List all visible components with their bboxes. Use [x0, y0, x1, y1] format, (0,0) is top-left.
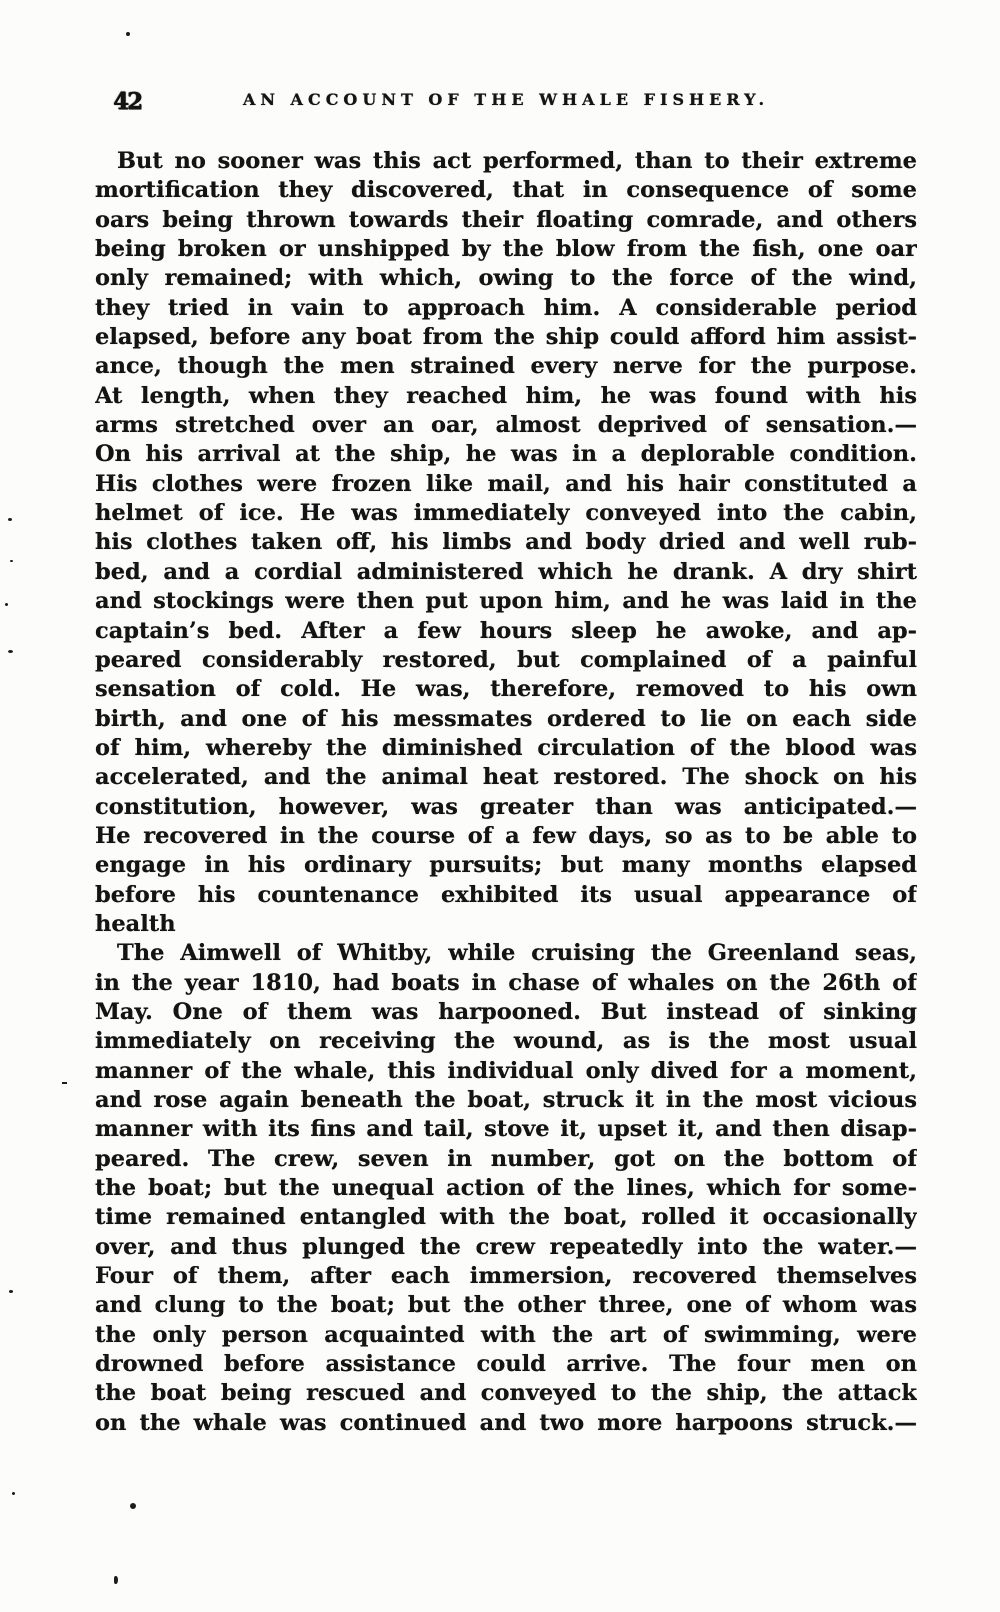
- text-line: immediately on receiving the wound, as is the most usual: [95, 1028, 917, 1055]
- scan-speck: [114, 1576, 118, 1584]
- text-line: peared. The crew, seven in number, got on the bottom of: [95, 1145, 917, 1172]
- scan-speck: [10, 560, 13, 562]
- text-line: His clothes were frozen like mail, and his hair constituted a: [95, 470, 917, 497]
- text-line: they tried in vain to approach him. A considerable period: [95, 294, 917, 321]
- text-line: manner of the whale, this individual only dived for a moment,: [95, 1057, 917, 1084]
- text-line: and stockings were then put upon him, and he was laid in the: [95, 588, 917, 615]
- text-line: oars being thrown towards their floating comrade, and others: [95, 206, 917, 233]
- text-line: the only person acquainted with the art of swimming, were: [95, 1321, 917, 1348]
- text-line: in the year 1810, had boats in chase of whales on the 26th of: [95, 969, 917, 996]
- scan-speck: [126, 32, 130, 36]
- text-line: health: [95, 910, 176, 937]
- text-line: manner with its fins and tail, stove it, upset it, and then disap-: [95, 1116, 917, 1143]
- scan-speck: [8, 650, 13, 653]
- running-header: [95, 88, 917, 118]
- text-line: of him, whereby the diminished circulation of the blood was: [95, 734, 917, 761]
- text-line: engage in his ordinary pursuits; but many months elapsed: [95, 852, 917, 879]
- text-line: May. One of them was harpooned. But instead of sinking: [95, 998, 917, 1025]
- text-line: But no sooner was this act performed, than to their extreme: [117, 148, 917, 174]
- text-line: being broken or unshipped by the blow from the fish, one oar: [95, 236, 917, 263]
- text-line: He recovered in the course of a few days, so as to be able to: [95, 822, 917, 849]
- text-line: helmet of ice. He was immediately conveyed into the cabin,: [95, 500, 917, 527]
- text-line: The Aimwell of Whitby, while cruising the Greenland seas,: [117, 940, 917, 967]
- text-line: constitution, however, was greater than was anticipated.—: [95, 793, 917, 820]
- text-line: captain’s bed. After a few hours sleep he awoke, and ap-: [95, 617, 917, 644]
- text-line: on the whale was continued and two more harpoons struck.—: [95, 1409, 917, 1436]
- text-line: before his countenance exhibited its usual appearance of: [95, 881, 917, 908]
- scan-speck: [12, 1492, 15, 1495]
- text-line: his clothes taken off, his limbs and body dried and well rub-: [95, 529, 917, 556]
- scan-speck: [5, 603, 8, 606]
- body-text: [95, 147, 917, 1438]
- text-line: birth, and one of his messmates ordered to lie on each side: [95, 705, 917, 732]
- text-line: mortification they discovered, that in consequence of some: [95, 177, 917, 204]
- text-line: bed, and a cordial administered which he drank. A dry shirt: [95, 558, 917, 585]
- page-number: 42: [113, 88, 142, 115]
- scan-speck: [9, 1290, 13, 1293]
- text-line: At length, when they reached him, he was found with his: [95, 382, 917, 409]
- text-line: accelerated, and the animal heat restored. The shock on his: [95, 764, 917, 791]
- text-line: the boat being rescued and conveyed to the ship, the attack: [95, 1380, 917, 1407]
- text-line: only remained; with which, owing to the force of the wind,: [95, 265, 917, 292]
- text-line: Four of them, after each immersion, recovered themselves: [95, 1263, 917, 1290]
- text-line: and clung to the boat; but the other three, one of whom was: [95, 1292, 917, 1319]
- text-line: On his arrival at the ship, he was in a deplorable condition.: [95, 441, 917, 468]
- text-line: ance, though the men strained every nerve for the purpose.: [95, 353, 917, 380]
- running-title: AN ACCOUNT OF THE WHALE FISHERY.: [242, 90, 770, 109]
- text-line: the boat; but the unequal action of the lines, which for some-: [95, 1175, 917, 1202]
- text-line: drowned before assistance could arrive. The four men on: [95, 1351, 917, 1378]
- text-line: elapsed, before any boat from the ship could afford him assist-: [95, 324, 917, 351]
- text-line: peared considerably restored, but complained of a painful: [95, 646, 917, 673]
- scan-speck: [130, 1503, 136, 1509]
- text-line: time remained entangled with the boat, rolled it occasionally: [95, 1204, 917, 1231]
- scan-speck: [8, 518, 12, 521]
- text-line: sensation of cold. He was, therefore, removed to his own: [95, 676, 917, 703]
- text-line: over, and thus plunged the crew repeatedly into the water.—: [95, 1233, 917, 1260]
- text-line: arms stretched over an oar, almost deprived of sensation.—: [95, 412, 917, 439]
- text-line: and rose again beneath the boat, struck it in the most vicious: [95, 1087, 917, 1113]
- scan-speck: [62, 1082, 67, 1084]
